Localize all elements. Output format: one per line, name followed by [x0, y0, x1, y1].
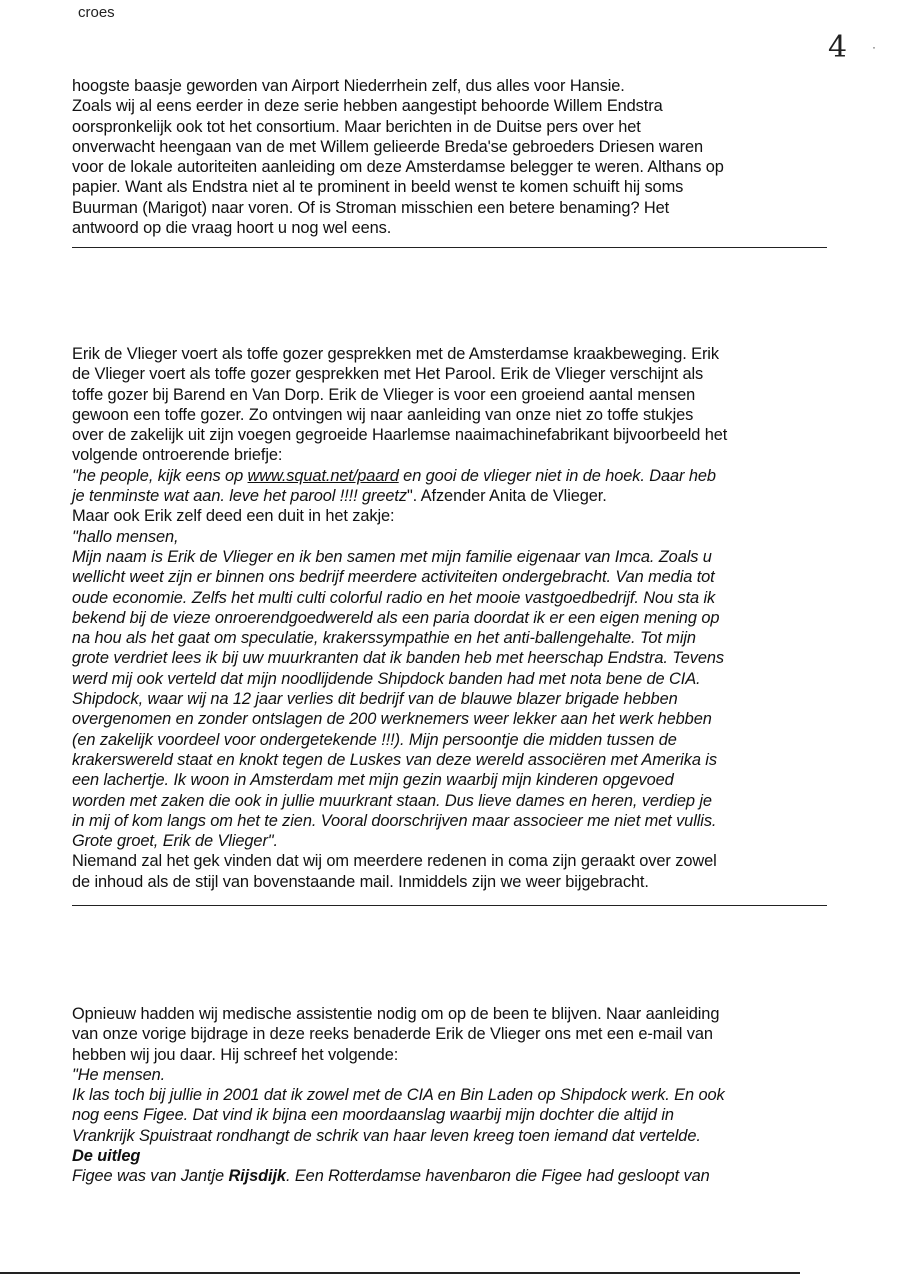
quote-line	[72, 466, 830, 486]
mail-line: worden met zaken die ook in jullie muurkrant staan. Dus lieve dames en heren, verdiep je	[72, 791, 712, 810]
paragraph-line: van onze vorige bijdrage in deze reeks benaderde Erik de Vlieger ons met een e-mail van	[72, 1025, 713, 1044]
mail-line: Vrankrijk Spuistraat rondhangt de schrik van haar leven kreeg toen iemand dat vertelde.	[72, 1126, 701, 1145]
subheading: De uitleg	[72, 1147, 141, 1166]
mail-line: Grote groet, Erik de Vlieger".	[72, 832, 278, 851]
paragraph-line: onverwacht heengaan van de met Willem gelieerde Breda'se gebroeders Driesen waren	[72, 137, 703, 156]
mail-line: oude economie. Zelfs het multi culti colorful radio en het mooie vastgoedbedrijf. Nou sta ik	[72, 588, 716, 607]
paragraph-line: volgende ontroerende briefje:	[72, 446, 283, 465]
paragraph-line: over de zakelijk uit zijn voegen gegroeide Haarlemse naaimachinefabrikant bijvoorbeeld het	[72, 426, 728, 445]
section-divider	[72, 905, 827, 906]
explanation-text: . Een Rotterdamse havenbaron die Figee had gesloopt van	[285, 1167, 710, 1186]
section-2-text	[72, 344, 830, 892]
paragraph-line: Maar ook Erik zelf deed een duit in het zakje:	[72, 507, 395, 526]
quote-text: "he people, kijk eens op	[72, 466, 248, 485]
squat-link[interactable]: www.squat.net/paard	[247, 466, 399, 485]
paragraph-line: de inhoud als de stijl van bovenstaande mail. Inmiddels zijn we weer bijgebracht.	[72, 872, 649, 891]
mail-line: Ik las toch bij jullie in 2001 dat ik zowel met de CIA en Bin Laden op Shipdock werk. En ook	[72, 1086, 725, 1105]
quote-text: je tenminste wat aan. leve het parool !!!! greetz	[72, 487, 407, 506]
paragraph-line: de Vlieger voert als toffe gozer gesprekken met Het Parool. Erik de Vlieger verschijnt als	[72, 365, 704, 384]
mail-line: werd mij ook verteld dat mijn noodlijdende Shipdock banden had met nota bene de CIA.	[72, 669, 701, 688]
page-number-handwritten: 4	[828, 30, 848, 65]
quote-text: en gooi de vlieger niet in de hoek. Daar heb	[398, 466, 716, 485]
page-speck: ·	[872, 40, 876, 54]
mail-line: na hou als het gaat om speculatie, krakerssympathie en het anti-ballengehalte. Tot mijn	[72, 629, 696, 648]
paragraph-line: Niemand zal het gek vinden dat wij om meerdere redenen in coma zijn geraakt over zowel	[72, 852, 717, 871]
mail-line: "He mensen.	[72, 1065, 166, 1084]
mail-line: krakerswereld staat en knokt tegen de Luskes van deze wereld associëren met Amerika is	[72, 750, 717, 769]
page-bottom-edge	[0, 1272, 800, 1274]
mail-line: een lachertje. Ik woon in Amsterdam met mijn gezin waarbij mijn kinderen opgevoed	[72, 771, 674, 790]
mail-line: Mijn naam is Erik de Vlieger en ik ben samen met mijn familie eigenaar van Imca. Zoals u	[72, 547, 712, 566]
paragraph-line: Opnieuw hadden wij medische assistentie nodig om op de been te blijven. Naar aanleiding	[72, 1005, 720, 1023]
paragraph-line: hebben wij jou daar. Hij schreef het volgende:	[72, 1045, 399, 1064]
section-divider	[72, 247, 827, 248]
explanation-name: Rijsdijk	[228, 1167, 286, 1186]
paragraph-line: gewoon een toffe gozer. Zo ontvingen wij naar aanleiding van onze niet zo toffe stukjes	[72, 405, 694, 424]
mail-line: wellicht weet zijn er binnen ons bedrijf meerdere activiteiten ondergebracht. Van media tot	[72, 568, 715, 587]
section-3-text	[72, 1004, 830, 1187]
paragraph-line: Erik de Vlieger voert als toffe gozer gesprekken met de Amsterdamse kraakbeweging. Erik	[72, 345, 719, 363]
quote-sender: ". Afzender Anita de Vlieger.	[406, 487, 607, 506]
mail-line	[72, 1166, 830, 1186]
paragraph-line: toffe gozer bij Barend en Van Dorp. Erik de Vlieger is voor een groeiend aantal mensen	[72, 385, 696, 404]
mail-line: "hallo mensen,	[72, 527, 179, 546]
mail-line: bekend bij de vieze onroerendgoedwereld als een paria doordat ik er een eigen mening op	[72, 608, 720, 627]
mail-line: overgenomen en zonder ontslagen de 200 werknemers weer lekker aan het werk hebben	[72, 710, 712, 729]
mail-line: (en zakelijk voordeel voor ondergetekende !!!). Mijn persoontje die midden tussen de	[72, 730, 677, 749]
mail-line: grote verdriet lees ik bij uw muurkranten dat ik banden heb met heerschap Endstra. Tevens	[72, 649, 724, 668]
section-1-text	[72, 76, 830, 238]
header-author: croes	[78, 4, 115, 21]
paragraph-line: Zoals wij al eens eerder in deze serie hebben aangestipt behoorde Willem Endstra	[72, 97, 663, 116]
paragraph-line: oorspronkelijk ook tot het consortium. Maar berichten in de Duitse pers over het	[72, 117, 641, 136]
quote-line	[72, 486, 830, 506]
paragraph-line: Buurman (Marigot) naar voren. Of is Stroman misschien een betere benaming? Het	[72, 198, 670, 217]
paragraph-line: papier. Want als Endstra niet al te prominent in beeld wenst te komen schuift hij soms	[72, 178, 684, 197]
paragraph-line: hoogste baasje geworden van Airport Niederrhein zelf, dus alles voor Hansie.	[72, 77, 625, 95]
mail-line: in mij of kom langs om het te zien. Vooral doorschrijven maar associeer me niet met vullis.	[72, 811, 717, 830]
paragraph-line: voor de lokale autoriteiten aanleiding om deze Amsterdamse belegger te weren. Althans op	[72, 158, 724, 177]
mail-line: nog eens Figee. Dat vind ik bijna een moordaanslag waarbij mijn dochter die altijd in	[72, 1106, 674, 1125]
mail-line: Shipdock, waar wij na 12 jaar verlies dit bedrijf van de blauwe blazer brigade hebben	[72, 690, 678, 709]
paragraph-line: antwoord op die vraag hoort u nog wel eens.	[72, 219, 392, 238]
explanation-text: Figee was van Jantje	[72, 1167, 229, 1186]
